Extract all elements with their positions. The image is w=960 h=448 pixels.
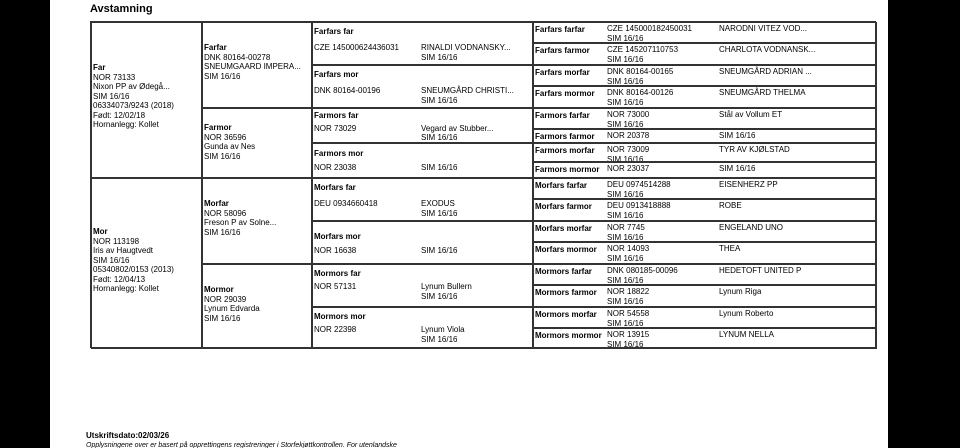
horn-status: Hornanlegg: Kollet [93,284,159,293]
sim-value: SIM 16/16 [421,335,458,344]
ancestor-gen4 [533,143,877,162]
id-number: 06334073/9243 (2018) [93,101,174,110]
registration-number: DNK 80164-00196 [314,86,381,95]
ancestor-gen4 [533,22,877,43]
ancestor-gen4 [533,264,877,285]
sim-value: SIM 16/16 [607,98,644,107]
sim-value: SIM 16/16 [421,96,458,105]
registration-number: DEU 0974514288 [607,180,671,189]
registration-number: NOR 73133 [93,72,136,82]
grandparent-mormor [202,264,312,349]
sim-value: SIM 16/16 [204,313,241,323]
parent-label: Far [93,63,106,72]
registration-number: NOR 57131 [314,282,357,291]
registration-number: DNK 080185-00096 [607,266,678,275]
animal-name: Vegard av Stubber... [421,124,494,133]
sim-value: SIM 16/16 [421,246,458,255]
sim-value: SIM 16/16 [607,55,644,64]
print-date: Utskriftsdato:02/03/26 [86,431,170,440]
registration-number: NOR 20378 [607,131,650,140]
animal-name: HEDETOFT UNITED P [719,266,802,275]
grandparent-label: Morfar [204,199,229,208]
animal-name: TYR AV KJØLSTAD [719,145,790,154]
birth-date: Født: 12/04/13 [93,274,146,284]
ancestor-label: Morfars mor [314,232,361,241]
registration-number: NOR 23038 [314,163,357,172]
sim-value: SIM 16/16 [719,131,756,140]
registration-number: NOR 36596 [204,132,247,142]
animal-name: Lynum Viola [421,325,465,334]
id-number: 05340802/0153 (2013) [93,265,174,274]
animal-name: ROBE [719,201,742,210]
sim-value: SIM 16/16 [421,133,458,142]
ancestor-gen4 [533,221,877,242]
horn-status: Hornanlegg: Kollet [93,120,159,129]
ancestor-gen3 [312,22,533,65]
sim-value: SIM 16/16 [421,163,458,172]
footer-note: Opplysningene over er basert på opprettingens registreringer i Storfekjøttkontrollen. For utenlandske [86,442,397,448]
ancestor-label: Morfars farmor [535,202,592,211]
sim-value: SIM 16/16 [607,297,644,306]
animal-name: THEA [719,244,741,253]
ancestor-label: Mormors far [314,269,361,278]
ancestor-gen4 [533,65,877,86]
registration-number: DNK 80164-00165 [607,67,674,76]
registration-number: DEU 0913418888 [607,201,671,210]
ancestor-gen3 [312,108,533,143]
registration-number: NOR 22398 [314,325,357,334]
sim-value: SIM 16/16 [607,340,644,349]
animal-name: LYNUM NELLA [719,330,774,339]
registration-number: CZE 145207110753 [607,45,679,54]
ancestor-label: Morfars far [314,183,356,192]
ancestor-label: Farfars farmor [535,46,590,55]
sim-value: SIM 16/16 [607,319,644,328]
animal-name: EXODUS [421,199,455,208]
sim-value: SIM 16/16 [607,120,644,129]
ancestor-gen4 [533,86,877,108]
animal-name: CHARLOTA VODNANSK... [719,45,816,54]
registration-number: NOR 7745 [607,223,645,232]
ancestor-gen4 [533,242,877,264]
ancestor-label: Farmors farmor [535,132,595,141]
animal-name: SNEUMGÅRD THELMA [719,88,806,97]
section-title: Avstamning [90,3,153,15]
registration-number: NOR 58096 [204,208,247,218]
sim-value: SIM 16/16 [421,53,458,62]
ancestor-label: Mormors morfar [535,310,597,319]
ancestor-gen4 [533,199,877,221]
ancestor-label: Mormors mormor [535,331,602,340]
ancestor-gen3 [312,221,533,264]
registration-number: DNK 80164-00278 [204,52,271,62]
ancestor-gen3 [312,143,533,178]
ancestor-label: Farfars mor [314,70,359,79]
parent-far [91,22,202,178]
animal-name: Nixon PP av Ødegå... [93,82,170,91]
registration-number: DNK 80164-00126 [607,88,674,97]
ancestor-label: Farfars far [314,27,354,36]
birth-date: Født: 12/02/18 [93,110,146,120]
sim-value: SIM 16/16 [607,77,644,86]
registration-number: NOR 73029 [314,124,357,133]
ancestor-gen3 [312,264,533,307]
ancestor-gen4 [533,108,877,129]
animal-name: Gunda av Nes [204,142,256,151]
animal-name: Lynum Roberto [719,309,774,318]
sim-value: SIM 16/16 [607,155,644,162]
sim-value: SIM 16/16 [204,71,241,81]
animal-name: Iris av Haugtvedt [93,246,154,255]
animal-name: SNEUMGÅRD CHRISTI... [421,86,514,95]
ancestor-label: Mormors mor [314,312,366,321]
ancestor-label: Mormors farfar [535,267,592,276]
animal-name: SNEUMGAARD IMPERA... [204,62,301,71]
ancestor-label: Farmors morfar [535,146,595,155]
grandparent-farmor [202,108,312,178]
registration-number: NOR 13915 [607,330,650,339]
sim-value: SIM 16/16 [607,211,644,220]
ancestor-label: Farfars mormor [535,89,595,98]
sim-value: SIM 16/16 [93,255,130,265]
registration-number: NOR 54558 [607,309,650,318]
ancestor-gen3 [312,307,533,349]
ancestor-gen4 [533,328,877,349]
registration-number: NOR 29039 [204,294,247,304]
sim-value: SIM 16/16 [421,292,458,301]
grandparent-label: Farfar [204,43,227,52]
registration-number: NOR 23037 [607,164,650,173]
registration-number: NOR 16638 [314,246,357,255]
ancestor-gen4 [533,162,877,178]
grandparent-label: Mormor [204,285,234,294]
registration-number: CZE 145000624436031 [314,43,399,52]
parent-mor [91,178,202,349]
animal-name: Stål av Vollum ET [719,110,783,119]
registration-number: NOR 73009 [607,145,650,154]
ancestor-label: Farmors far [314,111,359,120]
registration-number: DEU 0934660418 [314,199,378,208]
ancestor-label: Farfars morfar [535,68,590,77]
ancestor-label: Morfars farfar [535,181,588,190]
sim-value: SIM 16/16 [607,190,644,199]
grandparent-label: Farmor [204,123,232,132]
sim-value: SIM 16/16 [204,227,241,237]
animal-name: Lynum Edvarda [204,304,260,313]
sim-value: SIM 16/16 [204,151,241,161]
pedigree-document [50,0,888,448]
animal-name: Freson P av Solne... [204,218,277,227]
ancestor-gen3 [312,65,533,108]
ancestor-label: Mormors farmor [535,288,597,297]
parent-label: Mor [93,227,108,236]
ancestor-gen4 [533,178,877,199]
grandparent-morfar [202,178,312,264]
animal-name: NARODNI VITEZ VOD... [719,24,808,33]
animal-name: ENGELAND UNO [719,223,784,232]
animal-name: Lynum Riga [719,287,762,296]
ancestor-label: Morfars morfar [535,224,592,233]
pedigree-table [90,21,876,348]
sim-value: SIM 16/16 [607,233,644,242]
ancestor-label: Morfars mormor [535,245,597,254]
ancestor-gen4 [533,307,877,328]
registration-number: NOR 73000 [607,110,650,119]
sim-value: SIM 16/16 [607,34,644,43]
ancestor-gen4 [533,43,877,65]
animal-name: Lynum Bullern [421,282,472,291]
animal-name: EISENHERZ PP [719,180,778,189]
registration-number: NOR 113198 [93,236,140,246]
ancestor-label: Farmors farfar [535,111,590,120]
sim-value: SIM 16/16 [719,164,756,173]
animal-name: SNEUMGÅRD ADRIAN ... [719,67,812,76]
registration-number: NOR 14093 [607,244,650,253]
sim-value: SIM 16/16 [93,91,130,101]
sim-value: SIM 16/16 [607,276,644,285]
ancestor-gen4 [533,129,877,143]
ancestor-label: Farfars farfar [535,25,585,34]
ancestor-gen4 [533,285,877,307]
animal-name: RINALDI VODNANSKY... [421,43,511,52]
ancestor-label: Farmors mor [314,149,364,158]
ancestor-gen3 [312,178,533,221]
grandparent-farfar [202,22,312,108]
sim-value: SIM 16/16 [607,254,644,263]
ancestor-label: Farmors mormor [535,165,600,174]
registration-number: CZE 145000182450031 [607,24,692,33]
registration-number: NOR 18822 [607,287,650,296]
sim-value: SIM 16/16 [421,209,458,218]
